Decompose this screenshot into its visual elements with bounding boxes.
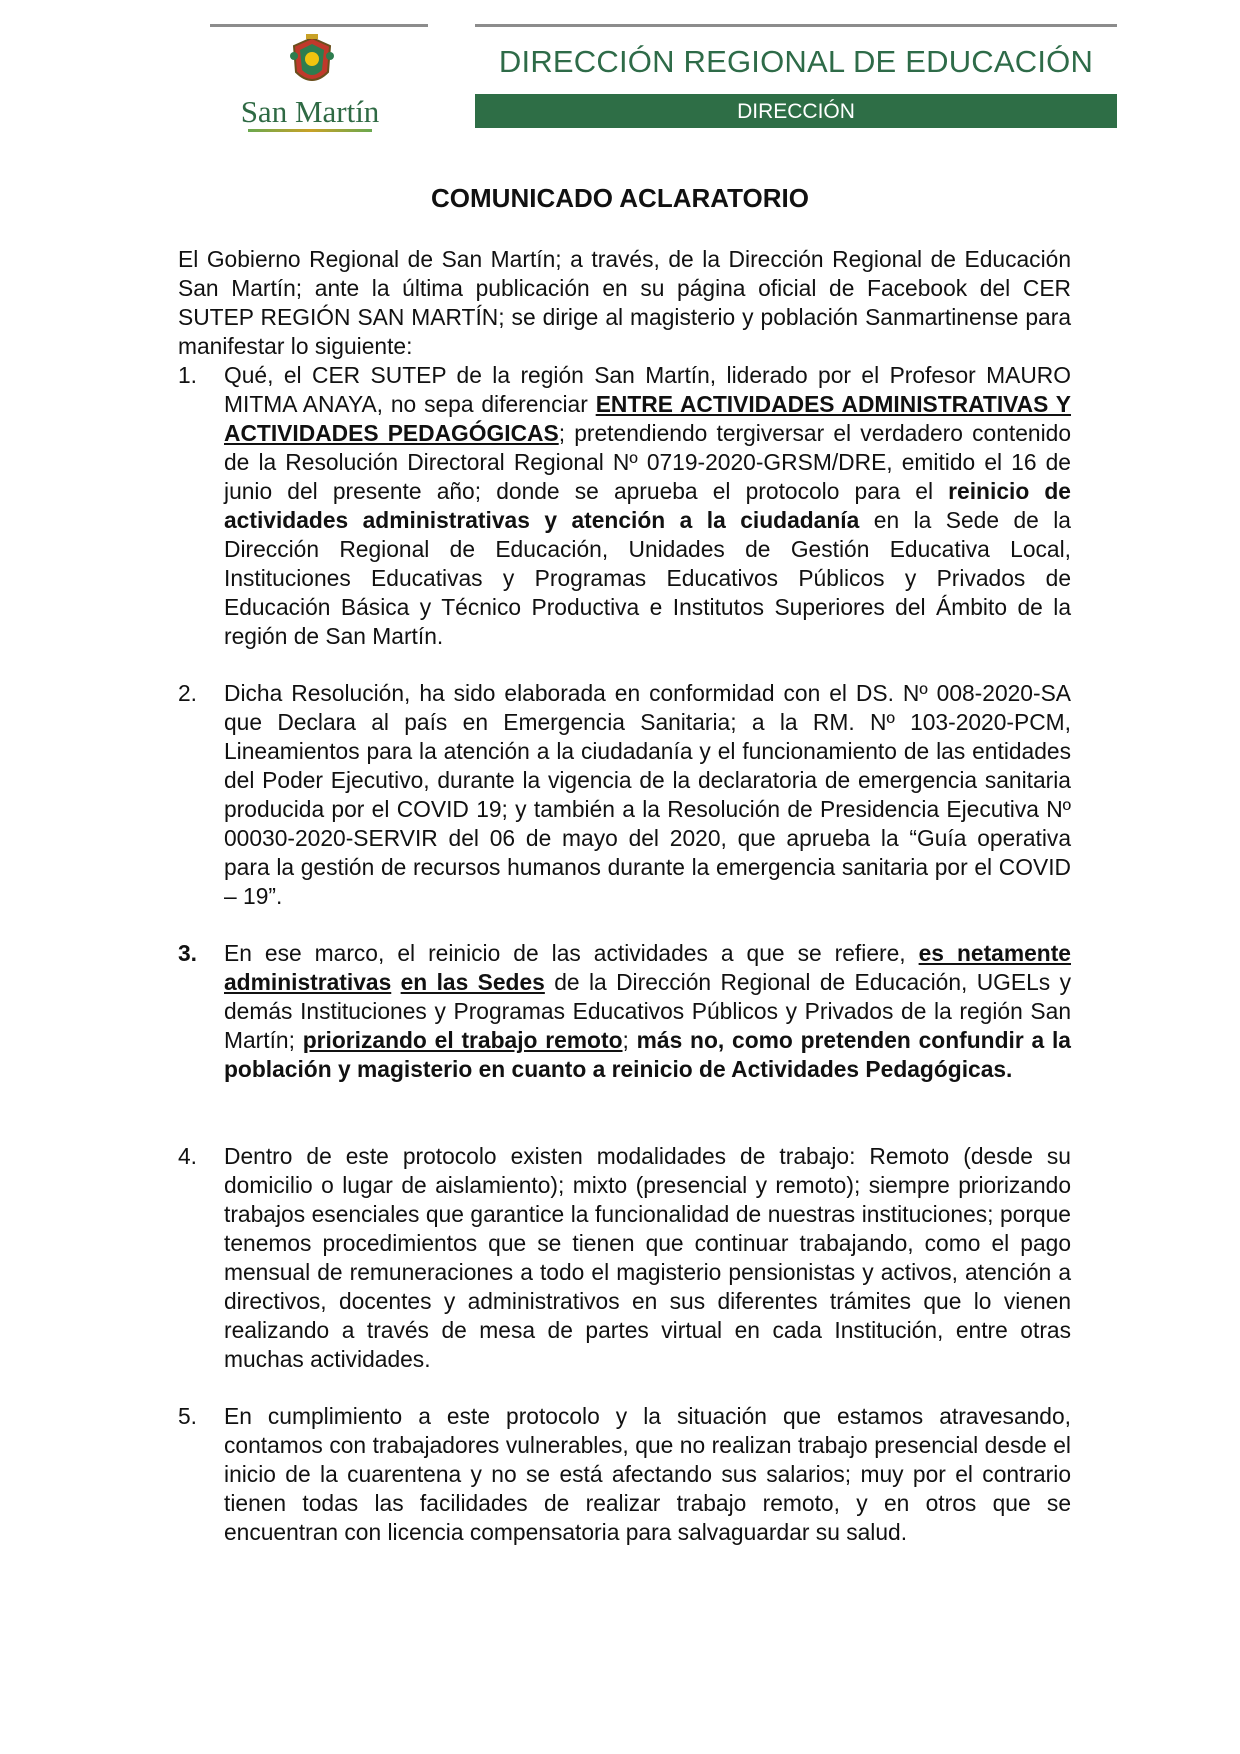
text-segment: Qué, el CER SUTEP de la región San Martín, liderado por el Profesor MAURO MITMA ANAYA, no sepa diferenciar [224, 362, 1071, 417]
list-item [178, 939, 1071, 1084]
list-item [178, 1142, 1071, 1374]
list-item [178, 1402, 1071, 1547]
document-title: COMUNICADO ACLARATORIO [431, 183, 809, 213]
san-martin-logo [210, 30, 410, 136]
list-item-text [224, 679, 1071, 911]
text-segment [391, 969, 400, 995]
emphasized-text: reinicio de actividades administrativas y atención a la ciudadanía [224, 478, 1071, 533]
text-segment: de la Dirección Regional de Educación, UGELs y demás Instituciones y Programas Educativos Públicos y Privados de la región San Martín; [224, 969, 1071, 1053]
list-item-number: 5. [178, 1403, 198, 1429]
list-item-text [224, 361, 1071, 651]
emphasized-text: más no, como pretenden confundir a la población y magisterio en cuanto a reinicio de Actividades Pedagógicas. [224, 1027, 1071, 1082]
list-item [178, 679, 1071, 911]
emphasized-text: priorizando el trabajo remoto [302, 1027, 623, 1053]
logo-underline [248, 129, 372, 132]
text-segment: ; pretendiendo tergiversar el verdadero contenido de la Resolución Directoral Regional Nº 0719-2020-GRSM/DRE, emitido el 16 de junio del presente año; donde se aprueba el protocolo para el [224, 420, 1071, 504]
list-item-number: 2. [178, 680, 198, 706]
text-segment: en la Sede de la Dirección Regional de Educación, Unidades de Gestión Educativa Local, Instituciones Educativas y Programas Educativos Públicos y Privados de Educación Básica y Técnico Productiva e Institutos Superiores del Ámbito de la región de San Martín. [224, 507, 1071, 649]
emphasized-text: ENTRE ACTIVIDADES ADMINISTRATIVAS Y ACTIVIDADES PEDAGÓGICAS [224, 391, 1071, 446]
header-rule-right [475, 24, 1117, 27]
text-segment: En cumplimiento a este protocolo y la situación que estamos atravesando, contamos con trabajadores vulnerables, que no realizan trabajo presencial desde el inicio de la cuarentena y no se está afectando sus salarios; muy por el contrario tienen todas las facilidades de realizar trabajo remoto, y en otros que se encuentran con licencia compensatoria para salvaguardar su salud. [224, 1403, 1071, 1545]
list-item-text [224, 939, 1071, 1084]
list-item-number: 3. [178, 940, 198, 966]
list-item-number: 4. [178, 1143, 198, 1169]
intro-paragraph: El Gobierno Regional de San Martín; a través, de la Dirección Regional de Educación San Martín; ante la última publicación en su página oficial de Facebook del CER SUTEP REGIÓN SAN MARTÍN; se dirige al magisterio y población Sanmartinense para manifestar lo siguiente: [178, 246, 1071, 359]
text-segment: ; [622, 1027, 637, 1053]
list-item [178, 361, 1071, 651]
list-item-number: 1. [178, 362, 198, 388]
text-segment: Dentro de este protocolo existen modalidades de trabajo: Remoto (desde su domicilio o lugar de aislamiento); mixto (presencial y remoto); siempre priorizando trabajos esenciales que garantice la funcionalidad de nuestras instituciones; porque tenemos procedimientos que se tienen que continuar trabajando, como el pago mensual de remuneraciones a todo el magisterio pensionistas y activos, atención a directivos, docentes y administrativos en sus diferentes trámites que lo vienen realizando a través de mesa de partes virtual en cada Institución, entre otras muchas actividades. [224, 1143, 1071, 1372]
logo-text: San Martín [240, 94, 380, 129]
emphasized-text: es netamente administrativas [224, 940, 1071, 995]
header-title: DIRECCIÓN REGIONAL DE EDUCACIÓN [498, 44, 1094, 79]
text-segment: En ese marco, el reinicio de las actividades a que se refiere, [224, 940, 919, 966]
header-rule-left [210, 24, 428, 27]
list-item-text [224, 1402, 1071, 1547]
list-item-text [224, 1142, 1071, 1374]
coat-of-arms-icon [288, 32, 336, 92]
text-segment: Dicha Resolución, ha sido elaborada en conformidad con el DS. Nº 008-2020-SA que Declara al país en Emergencia Sanitaria; a la RM. Nº 103-2020-PCM, Lineamientos para la atención a la ciudadanía y el funcionamiento de las entidades del Poder Ejecutivo, durante la vigencia de la declaratoria de emergencia sanitaria producida por el COVID 19; y también a la Resolución de Presidencia Ejecutiva Nº 00030-2020-SERVIR del 06 de mayo del 2020, que aprueba la “Guía operativa para la gestión de recursos humanos durante la emergencia sanitaria por el COVID – 19”. [224, 680, 1071, 909]
emphasized-text: en las Sedes [400, 969, 545, 995]
header-subtitle-bar [475, 94, 1117, 128]
header-subtitle: DIRECCIÓN [737, 100, 855, 123]
